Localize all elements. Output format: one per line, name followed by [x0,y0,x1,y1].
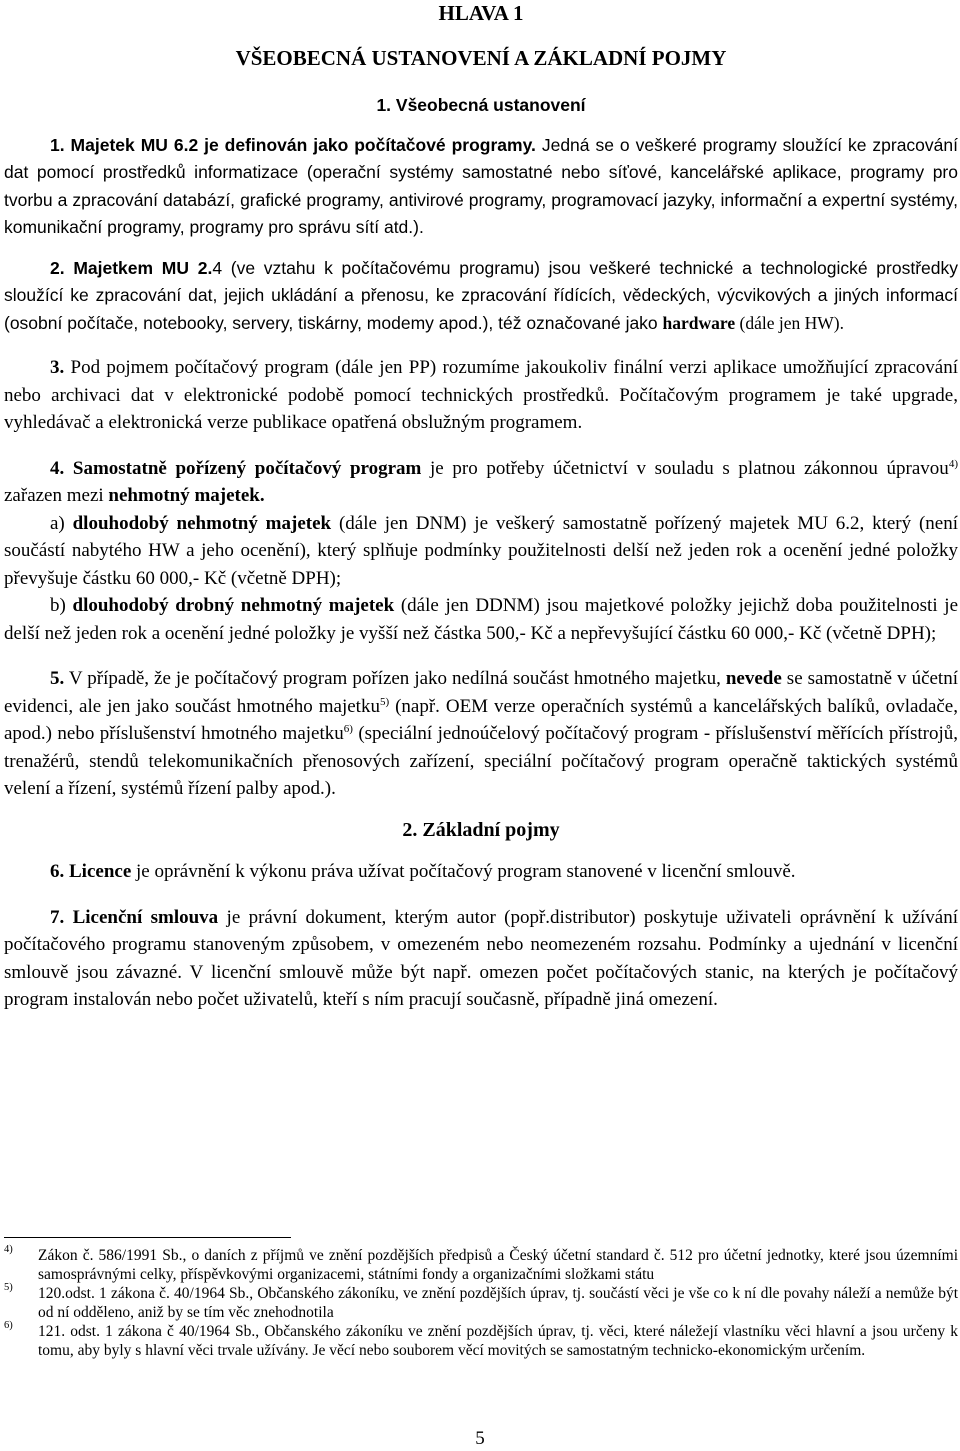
footnote-separator [4,1237,291,1238]
paragraph-6-body: je oprávnění k výkonu práva užívat počítačový program stanovené v licenční smlouvě. [131,861,796,882]
paragraph-5-tail: (speciální jednoúčelový počítačový program - příslušenství měřících přístrojů, trenažérů, stendů telekomunikačních přenosových zařízení, speciální počítačový program operačně taktických systémů velení a řízení, systémů řízení palby apod.). [4,723,958,799]
paragraph-4 [4,455,958,510]
paragraph-2-tail: (dále jen HW). [735,312,844,333]
footnote-ref-6: 6) [343,723,353,735]
paragraph-5-examples: (např. OEM verze operačních systémů a kancelářských balíků, ovladače, apod.) nebo příslušenství hmotného majetku [4,695,958,744]
paragraph-5 [4,665,958,803]
paragraph-4-mid: zařazen mezi [4,485,109,506]
paragraph-4a-letter: a) [50,512,73,534]
paragraph-6-number: 6. [50,861,65,882]
paragraph-1 [4,132,958,242]
paragraph-3-body: Pod pojmem počítačový program (dále jen PP) rozumíme jakoukoliv finální verzi aplikace umožňující zpracování nebo archivaci dat v elektronické podobě pomocí technických prostředků. Počítačovým programem je také upgrade, vyhledávač a elektronická verze publikace opatřená obslužným programem. [4,357,958,433]
paragraph-4-term: Samostatně pořízený počítačový program [64,457,422,479]
chapter-title: VŠEOBECNÁ USTANOVENÍ A ZÁKLADNÍ POJMY [235,45,727,70]
footnote-ref-4: 4) [948,457,958,470]
page-number: 5 [475,1428,485,1449]
paragraph-3 [4,354,958,437]
paragraph-3-number: 3. [50,357,65,378]
footnote-4 [4,1246,958,1284]
paragraph-6-term: Licence [64,861,132,882]
paragraph-4b-term: dlouhodobý drobný nehmotný majetek [72,595,395,616]
paragraph-5-mid: se samostatně v účetní evidenci, ale jen jako součást hmotného majetku [4,668,958,717]
paragraph-7-body: je právní dokument, kterým autor (popř.distributor) poskytuje uživateli oprávnění k užívání počítačového programu stanoveným způsobem, v omezeném nebo neomezeném rozsahu. Podmínky a ujednání v licenční smlouvě jsou závazné. V licenční smlouvě může být např. omezen počet počítačových stanic, na kterých je počítačový program instalován nebo počet uživatelů, kteří s ním pracují současně, případně jiná omezení. [4,906,958,1010]
section-1-title: 1. Všeobecná ustanovení [376,95,586,115]
footnote-5-number: 5) [4,1282,13,1293]
footnote-ref-5: 5) [379,695,390,708]
footnote-4-number: 4) [4,1244,13,1255]
footnote-5 [4,1284,958,1322]
paragraph-1-body: Jedná se o veškeré programy sloužící ke zpracování dat pomocí prostředků informatizace (operační systémy samostatné nebo síťové, kancelářské aplikace, programy pro tvorbu a zpracování databází, grafické programy, antivirové programy, programovací jazyky, informační a expertní systémy, komunikační programy, programy pro správu sítí atd.). [4,134,958,237]
footnote-4-text: Zákon č. 586/1991 Sb., o daních z příjmů ve znění pozdějších předpisů a Český účetní standard č. 512 pro účetní jednotky, které jsou územními samosprávnými celky, příspěvkovými organizacemi, státními fondy a organizačními složkami státu [38,1247,958,1283]
footnote-6 [4,1322,958,1360]
document-page [4,0,958,1014]
section-2-title: 2. Základní pojmy [402,818,560,841]
paragraph-1-lead: 1. Majetek MU 6.2 je definován jako počítačové programy. [50,134,542,155]
paragraph-4a-body: (dále jen DNM) je veškerý samostatně pořízený majetek MU 6.2, který (není součástí nabytého HW a jeho ocenění), který splňuje podmínky použitelnosti delší než jeden rok a ocenění jedné položky převyšuje částku 60 000,- Kč (včetně DPH); [4,512,959,589]
paragraph-4-body: je pro potřeby účetnictví v souladu s platnou zákonnou úpravou [421,457,949,479]
paragraph-6 [4,858,958,886]
paragraph-2-lead: 2. Majetkem MU 2. [50,257,213,278]
paragraph-4-category: nehmotný majetek. [108,485,265,506]
paragraph-4b [4,592,958,647]
paragraph-4a [4,510,958,593]
paragraph-5-body: V případě, že je počítačový program pořízen jako nedílná součást hmotného majetku, [64,668,726,689]
chapter-heading: HLAVA 1 [438,1,524,25]
footnote-6-text: 121. odst. 1 zákona č 40/1964 Sb., Občanského zákoníku ve znění pozdějších úprav, tj. věci, které náležejí vlastníku věci hlavní a jsou určeny k tomu, aby byly s hlavní věci trvale užívány. Je věcí nebo souborem věcí movitých se samostatným technicko-ekonomickým určením. [38,1323,958,1359]
paragraph-4a-term: dlouhodobý nehmotný majetek [72,512,332,534]
paragraph-7 [4,904,958,1014]
footnote-5-text: 120.odst. 1 zákona č. 40/1964 Sb., Občanského zákoníku, ve znění pozdějších úprav, tj. součástí věci je vše co k ní dle povahy náleží a nemůže být od ní odděleno, aniž by se tím věc znehodnotila [38,1285,958,1321]
paragraph-5-number: 5. [50,668,65,689]
hardware-term: hardware [662,312,736,333]
footnote-6-number: 6) [4,1320,13,1331]
paragraph-4b-body: (dále jen DDNM) jsou majetkové položky jejichž doba použitelnosti je delší než jeden rok a ocenění jedné položky je vyšší než částka 500,- Kč a nepřevyšující částku 60 000,- Kč (včetně DPH); [4,595,959,644]
paragraph-4-number: 4. [50,457,65,479]
paragraph-7-number: 7. [50,906,65,928]
paragraph-4b-letter: b) [50,595,73,616]
paragraph-2-body: 4 (ve vztahu k počítačovému programu) jsou veškeré technické a technologické prostředky sloužící ke zpracování dat, jejich ukládání a přenosu, ke zpracování řídících, vědeckých, výcvikových a jiných informací (osobní počítače, notebooky, servery, tiskárny, modemy apod.), též označované jako [4,257,959,333]
paragraph-7-term: Licenční smlouva [64,906,219,928]
footnotes [4,1246,958,1360]
paragraph-5-term: nevede [725,668,782,689]
paragraph-2 [4,255,958,338]
